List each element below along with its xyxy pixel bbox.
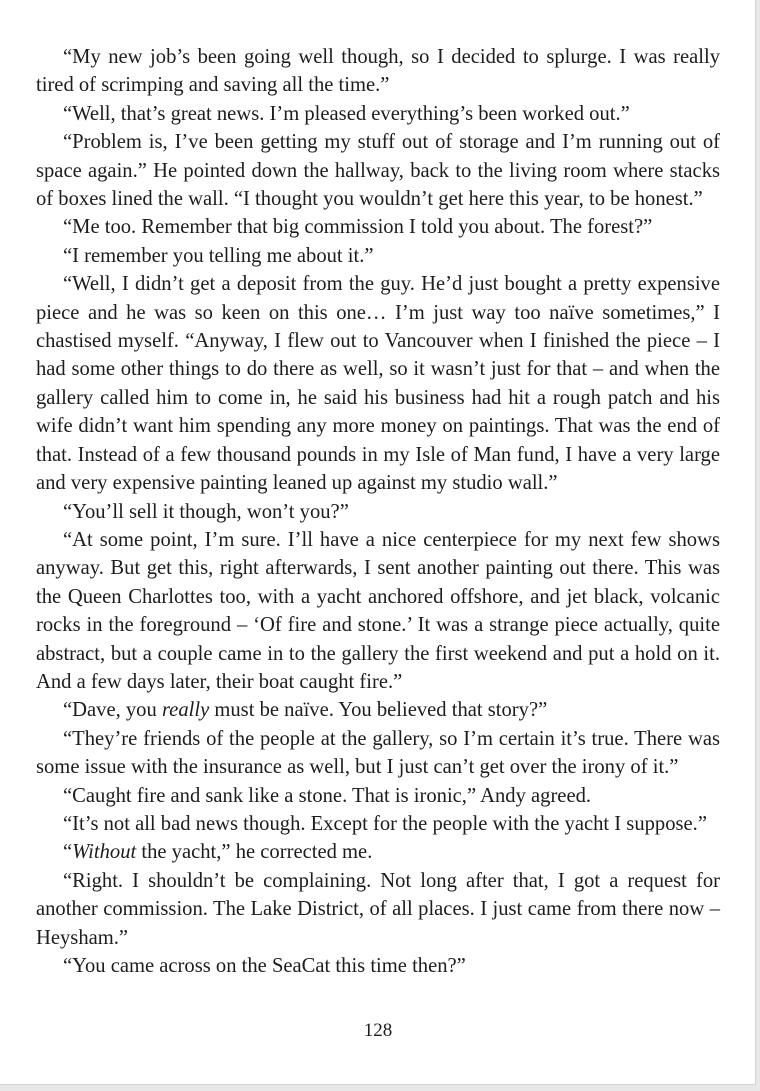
text-run: “ bbox=[63, 841, 73, 864]
paragraph: “You came across on the SeaCat this time then?” bbox=[63, 955, 466, 977]
emphasis: Without bbox=[72, 841, 137, 864]
paragraph: “Well, that’s great news. I’m pleased everything’s been worked out.” bbox=[63, 102, 630, 125]
page-number: 128 bbox=[363, 1020, 393, 1041]
body-text bbox=[36, 43, 720, 980]
paragraph: “It’s not all bad news though. Except for the people with the yacht I suppose.” bbox=[63, 812, 707, 835]
paragraph: “Problem is, I’ve been getting my stuff out of storage and I’m running out of space again.” He pointed down the hallway, back to the living room where stacks of boxes lined the wall. “I thought you wouldn’t get here this year, to be honest.” bbox=[36, 131, 720, 211]
emphasis: really bbox=[161, 699, 210, 722]
paragraph: “Caught fire and sank like a stone. That is ironic,” Andy agreed. bbox=[63, 784, 592, 807]
paragraph: “You’ll sell it though, won’t you?” bbox=[63, 500, 349, 523]
paragraph: “Right. I shouldn’t be complaining. Not long after that, I got a request for another commission. The Lake District, of all places. I just came from there now – Heysham.” bbox=[36, 869, 720, 949]
paragraph: “At some point, I’m sure. I’ll have a nice centerpiece for my next few shows anyway. But get this, right afterwards, I sent another painting out there. This was the Queen Charlottes too, with a yacht anchored offshore, and jet black, volcanic rocks in the foreground – ‘Of fire and stone.’ It was a strange piece actually, quite abstract, but a couple came in to the gallery the first weekend and put a hold on it. And a few days later, their boat caught fire.” bbox=[36, 528, 720, 693]
paragraph: “They’re friends of the people at the gallery, so I’m certain it’s true. There was some issue with the insurance as well, but I just can’t get over the irony of it.” bbox=[36, 727, 720, 779]
text-run: “Dave, you bbox=[63, 699, 162, 722]
paragraph bbox=[36, 696, 720, 724]
text-run: the yacht,” he corrected me. bbox=[136, 841, 373, 864]
paragraph: “I remember you telling me about it.” bbox=[63, 244, 374, 267]
paragraph: “Well, I didn’t get a deposit from the guy. He’d just bought a pretty expensive piece and he was so keen on this one… I’m just way too naïve sometimes,” I chastised myself. “Anyway, I flew out to Vancouver when I finished the piece – I had some other things to do there as well, so it wasn’t just for that – and when the gallery called him to come in, he said his business had hit a rough patch and his wife didn’t want him spending any more money on paintings. That was the end of that. Instead of a few thousand pounds in my Isle of Man fund, I have a very large and very expensive painting leaned up against my studio wall.” bbox=[36, 273, 720, 495]
paragraph: “Me too. Remember that big commission I told you about. The forest?” bbox=[63, 216, 653, 239]
text-run: must be naïve. You believed that story?” bbox=[209, 699, 548, 722]
paragraph: “My new job’s been going well though, so I decided to splurge. I was really tired of scrimping and saving all the time.” bbox=[36, 46, 720, 97]
paragraph bbox=[36, 838, 720, 866]
